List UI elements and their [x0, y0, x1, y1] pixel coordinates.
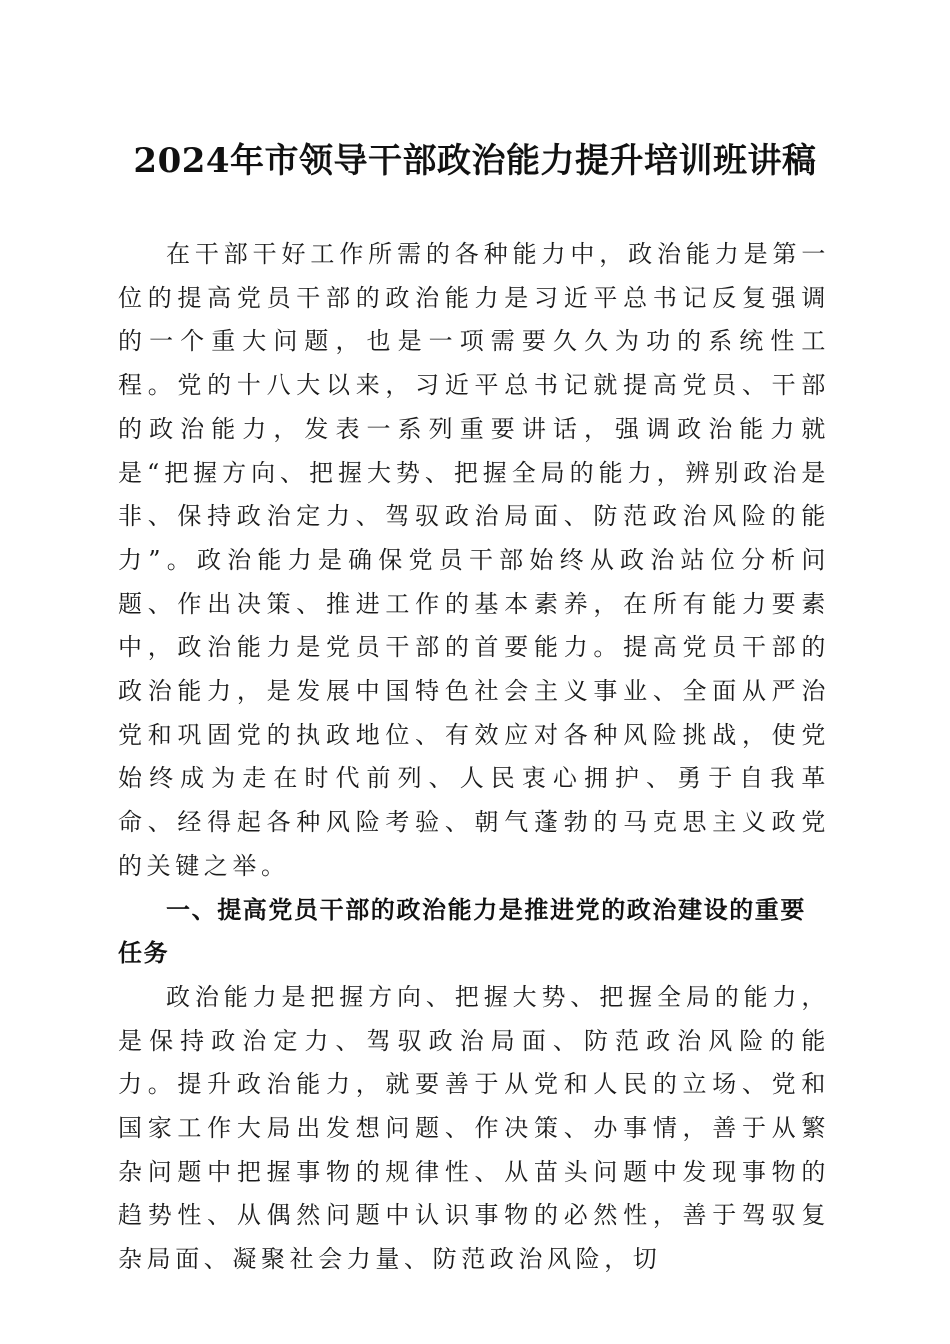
section-heading-1: 一、提高党员干部的政治能力是推进党的政治建设的重要任务 [118, 895, 806, 968]
paragraph-section-1: 政治能力是把握方向、把握大势、把握全局的能力，是保持政治定力、驾驭政治局面、防范政治风险的能力。提升政治能力，就要善于从党和人民的立场、党和国家工作大局出发想问题、作决策、办事情，善于从繁杂问题中把握事物的规律性、从苗头问题中发现事物的趋势性、从偶然问题中认识事物的必然性，善于驾驭复杂局面、凝聚社会力量、防范政治风险，切 [118, 982, 830, 1274]
document-title: 2024年市领导干部政治能力提升培训班讲稿 [133, 141, 817, 181]
document-body [118, 233, 830, 1282]
paragraph-intro: 在干部干好工作所需的各种能力中，政治能力是第一位的提高党员干部的政治能力是习近平总书记反复强调的一个重大问题，也是一项需要久久为功的系统性工程。党的十八大以来，习近平总书记就提高党员、干部的政治能力，发表一系列重要讲话，强调政治能力就是“把握方向、把握大势、把握全局的能力，辨别政治是非、保持政治定力、驾驭政治局面、防范政治风险的能力”。政治能力是确保党员干部始终从政治站位分析问题、作出决策、推进工作的基本素养，在所有能力要素中，政治能力是党员干部的首要能力。提高党员干部的政治能力，是发展中国特色社会主义事业、全面从严治党和巩固党的执政地位、有效应对各种风险挑战，使党始终成为走在时代前列、人民衷心拥护、勇于自我革命、经得起各种风险考验、朝气蓬勃的马克思主义政党的关键之举。 [118, 240, 830, 880]
